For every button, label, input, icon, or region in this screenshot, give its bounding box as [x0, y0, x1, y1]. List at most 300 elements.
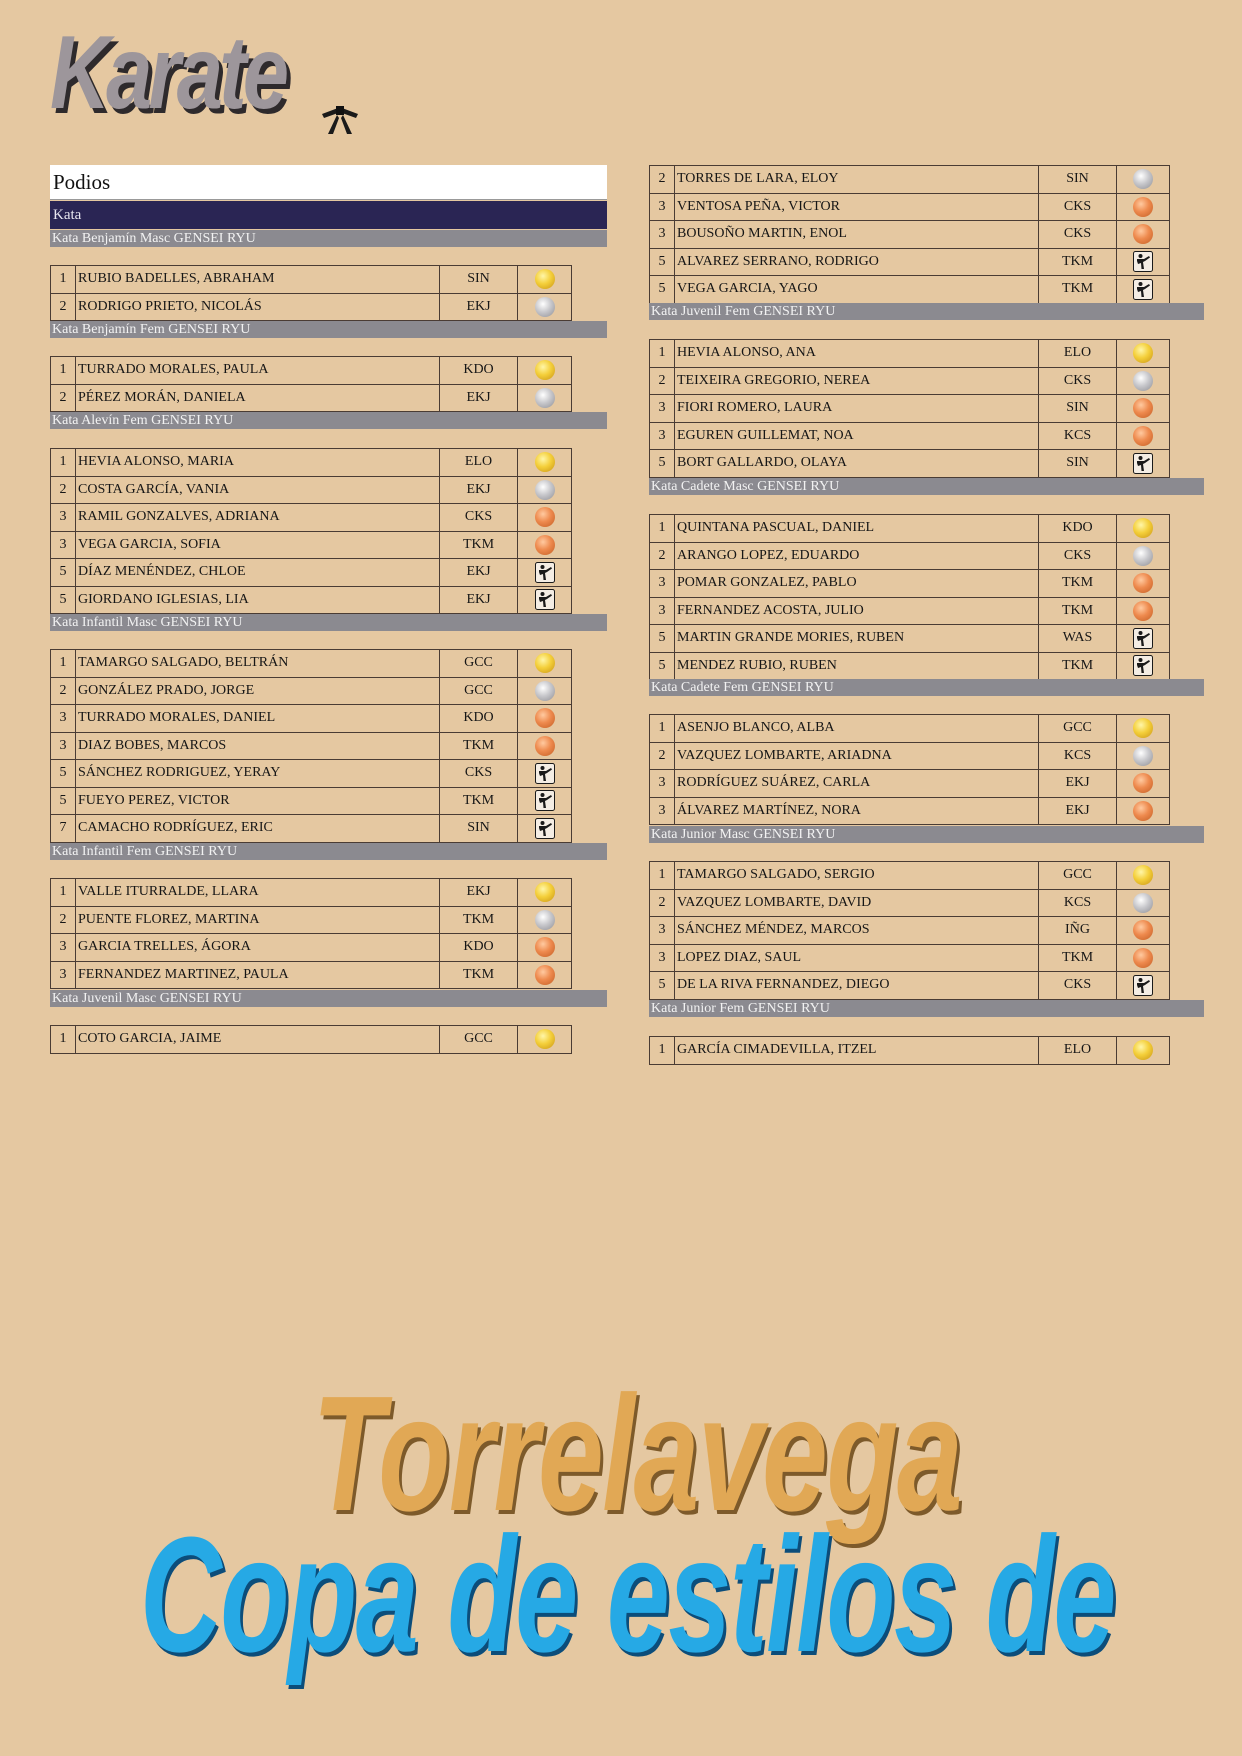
medal-cell — [518, 787, 572, 815]
club-cell: ELO — [1039, 340, 1117, 368]
table-row — [51, 476, 572, 504]
athlete-name-cell: POMAR GONZALEZ, PABLO — [675, 570, 1039, 598]
position-cell: 5 — [51, 760, 76, 788]
gold-medal-icon — [1133, 1040, 1153, 1060]
category-header: Kata Cadete Masc GENSEI RYU — [649, 478, 1204, 495]
athlete-name-cell: BOUSOÑO MARTIN, ENOL — [675, 221, 1039, 249]
athlete-name-cell: EGUREN GUILLEMAT, NOA — [675, 422, 1039, 450]
results-table — [50, 448, 572, 614]
athlete-name-cell: PÉREZ MORÁN, DANIELA — [76, 384, 440, 412]
position-cell: 1 — [650, 1037, 675, 1065]
medal-cell — [1117, 248, 1170, 276]
results-table — [50, 878, 572, 989]
bronze-medal-icon — [535, 708, 555, 728]
athlete-name-cell: MARTIN GRANDE MORIES, RUBEN — [675, 625, 1039, 653]
medal-cell — [518, 504, 572, 532]
athlete-name-cell: FERNANDEZ MARTINEZ, PAULA — [76, 961, 440, 989]
club-cell: SIN — [1039, 166, 1117, 194]
results-table — [50, 265, 572, 321]
club-cell: TKM — [440, 961, 518, 989]
position-cell: 1 — [51, 1026, 76, 1054]
gold-medal-icon — [535, 360, 555, 380]
position-cell: 1 — [51, 650, 76, 678]
bronze-medal-icon — [1133, 920, 1153, 940]
logo-text: Karate — [50, 15, 285, 131]
club-cell: SIN — [440, 815, 518, 843]
table-row — [51, 732, 572, 760]
medal-cell — [518, 357, 572, 385]
table-row — [650, 944, 1170, 972]
club-cell: KDO — [440, 934, 518, 962]
club-cell: GCC — [440, 677, 518, 705]
table-row — [650, 542, 1170, 570]
results-table — [50, 649, 572, 843]
medal-cell — [1117, 193, 1170, 221]
position-cell: 2 — [650, 367, 675, 395]
position-cell: 1 — [51, 449, 76, 477]
position-cell: 5 — [650, 972, 675, 1000]
position-cell: 3 — [650, 221, 675, 249]
medal-cell — [1117, 276, 1170, 304]
club-cell: TKM — [440, 906, 518, 934]
medal-cell — [1117, 742, 1170, 770]
medal-cell — [518, 384, 572, 412]
position-cell: 2 — [51, 906, 76, 934]
table-row — [650, 889, 1170, 917]
medal-cell — [1117, 797, 1170, 825]
table-row — [51, 384, 572, 412]
kata-section-heading: Kata — [50, 201, 607, 229]
silver-medal-icon — [1133, 893, 1153, 913]
club-cell: GCC — [1039, 862, 1117, 890]
table-row — [51, 906, 572, 934]
athlete-name-cell: PUENTE FLOREZ, MARTINA — [76, 906, 440, 934]
athlete-name-cell: RAMIL GONZALVES, ADRIANA — [76, 504, 440, 532]
club-cell: SIN — [440, 266, 518, 294]
athlete-name-cell: ÁLVAREZ MARTÍNEZ, NORA — [675, 797, 1039, 825]
position-cell: 1 — [51, 357, 76, 385]
table-row — [51, 1026, 572, 1054]
category-header: Kata Benjamín Masc GENSEI RYU — [50, 230, 607, 247]
category-header: Kata Junior Masc GENSEI RYU — [649, 826, 1204, 843]
results-table — [50, 356, 572, 412]
medal-cell — [1117, 889, 1170, 917]
kick-icon — [1133, 655, 1153, 676]
athlete-name-cell: LOPEZ DIAZ, SAUL — [675, 944, 1039, 972]
table-row — [650, 917, 1170, 945]
medal-cell — [518, 266, 572, 294]
category-header: Kata Junior Fem GENSEI RYU — [649, 1000, 1204, 1017]
table-row — [650, 422, 1170, 450]
position-cell: 3 — [650, 395, 675, 423]
results-table — [649, 339, 1170, 478]
table-row — [650, 248, 1170, 276]
athlete-name-cell: QUINTANA PASCUAL, DANIEL — [675, 515, 1039, 543]
table-row — [51, 961, 572, 989]
athlete-name-cell: GARCÍA CIMADEVILLA, ITZEL — [675, 1037, 1039, 1065]
club-cell: TKM — [1039, 276, 1117, 304]
position-cell: 1 — [650, 515, 675, 543]
club-cell: EKJ — [440, 384, 518, 412]
position-cell: 2 — [650, 742, 675, 770]
kick-icon — [535, 589, 555, 610]
medal-cell — [518, 476, 572, 504]
medal-cell — [518, 449, 572, 477]
table-row — [51, 449, 572, 477]
kick-icon — [1133, 279, 1153, 300]
table-row — [51, 266, 572, 294]
athlete-name-cell: ALVAREZ SERRANO, RODRIGO — [675, 248, 1039, 276]
position-cell: 1 — [51, 266, 76, 294]
table-row — [650, 862, 1170, 890]
athlete-name-cell: TORRES DE LARA, ELOY — [675, 166, 1039, 194]
table-row — [650, 625, 1170, 653]
results-table — [649, 1036, 1170, 1065]
club-cell: KDO — [1039, 515, 1117, 543]
kick-icon — [1133, 628, 1153, 649]
silver-medal-icon — [1133, 546, 1153, 566]
kick-icon — [535, 562, 555, 583]
medal-cell — [1117, 422, 1170, 450]
position-cell: 5 — [51, 787, 76, 815]
category-header: Kata Infantil Fem GENSEI RYU — [50, 843, 607, 860]
medal-cell — [1117, 862, 1170, 890]
position-cell: 3 — [51, 961, 76, 989]
club-cell: WAS — [1039, 625, 1117, 653]
position-cell: 1 — [650, 340, 675, 368]
position-cell: 5 — [650, 625, 675, 653]
position-cell: 3 — [51, 504, 76, 532]
position-cell: 3 — [650, 797, 675, 825]
kick-icon — [1133, 251, 1153, 272]
club-cell: CKS — [440, 504, 518, 532]
position-cell: 2 — [650, 166, 675, 194]
position-cell: 3 — [650, 917, 675, 945]
gold-medal-icon — [535, 1029, 555, 1049]
club-cell: IÑG — [1039, 917, 1117, 945]
table-row — [51, 879, 572, 907]
position-cell: 3 — [650, 193, 675, 221]
table-row — [51, 504, 572, 532]
gold-medal-icon — [1133, 865, 1153, 885]
medal-cell — [518, 650, 572, 678]
athlete-name-cell: ASENJO BLANCO, ALBA — [675, 715, 1039, 743]
club-cell: TKM — [1039, 570, 1117, 598]
athlete-name-cell: COSTA GARCÍA, VANIA — [76, 476, 440, 504]
club-cell: GCC — [1039, 715, 1117, 743]
club-cell: EKJ — [1039, 797, 1117, 825]
medal-cell — [518, 531, 572, 559]
silver-medal-icon — [535, 297, 555, 317]
position-cell: 3 — [650, 597, 675, 625]
category-header: Kata Cadete Fem GENSEI RYU — [649, 679, 1204, 696]
position-cell: 5 — [650, 450, 675, 478]
athlete-name-cell: DE LA RIVA FERNANDEZ, DIEGO — [675, 972, 1039, 1000]
medal-cell — [518, 961, 572, 989]
position-cell: 5 — [650, 652, 675, 680]
club-cell: TKM — [440, 787, 518, 815]
category-header: Kata Alevín Fem GENSEI RYU — [50, 412, 607, 429]
medal-cell — [518, 677, 572, 705]
results-table — [50, 1025, 572, 1054]
athlete-name-cell: ARANGO LOPEZ, EDUARDO — [675, 542, 1039, 570]
athlete-name-cell: COTO GARCIA, JAIME — [76, 1026, 440, 1054]
table-row — [650, 797, 1170, 825]
silver-medal-icon — [1133, 371, 1153, 391]
position-cell: 1 — [51, 879, 76, 907]
position-cell: 2 — [650, 889, 675, 917]
gold-medal-icon — [1133, 518, 1153, 538]
medal-cell — [1117, 166, 1170, 194]
bronze-medal-icon — [535, 965, 555, 985]
athlete-name-cell: TURRADO MORALES, PAULA — [76, 357, 440, 385]
karate-logo — [50, 15, 410, 131]
bronze-medal-icon — [1133, 426, 1153, 446]
position-cell: 2 — [51, 293, 76, 321]
medal-cell — [518, 815, 572, 843]
medal-cell — [518, 705, 572, 733]
athlete-name-cell: VAZQUEZ LOMBARTE, ARIADNA — [675, 742, 1039, 770]
table-row — [51, 677, 572, 705]
table-row — [51, 705, 572, 733]
bronze-medal-icon — [1133, 398, 1153, 418]
athlete-name-cell: VAZQUEZ LOMBARTE, DAVID — [675, 889, 1039, 917]
table-row — [650, 166, 1170, 194]
category-header: Kata Juvenil Fem GENSEI RYU — [649, 303, 1204, 320]
athlete-name-cell: VENTOSA PEÑA, VICTOR — [675, 193, 1039, 221]
table-row — [650, 276, 1170, 304]
position-cell: 5 — [650, 248, 675, 276]
position-cell: 3 — [650, 770, 675, 798]
gold-medal-icon — [535, 653, 555, 673]
bronze-medal-icon — [535, 937, 555, 957]
silver-medal-icon — [535, 388, 555, 408]
position-cell: 3 — [51, 705, 76, 733]
club-cell: KCS — [1039, 889, 1117, 917]
table-row — [650, 972, 1170, 1000]
table-row — [650, 652, 1170, 680]
bronze-medal-icon — [1133, 773, 1153, 793]
table-row — [51, 650, 572, 678]
table-row — [650, 770, 1170, 798]
kick-icon — [535, 818, 555, 839]
athlete-name-cell: TAMARGO SALGADO, SERGIO — [675, 862, 1039, 890]
club-cell: EKJ — [1039, 770, 1117, 798]
silver-medal-icon — [1133, 746, 1153, 766]
athlete-name-cell: SÁNCHEZ MÉNDEZ, MARCOS — [675, 917, 1039, 945]
club-cell: EKJ — [440, 476, 518, 504]
bronze-medal-icon — [1133, 197, 1153, 217]
medal-cell — [1117, 770, 1170, 798]
silver-medal-icon — [535, 910, 555, 930]
medal-cell — [518, 732, 572, 760]
medal-cell — [1117, 597, 1170, 625]
bronze-medal-icon — [1133, 224, 1153, 244]
table-row — [650, 742, 1170, 770]
medal-cell — [1117, 652, 1170, 680]
club-cell: CKS — [440, 760, 518, 788]
position-cell: 2 — [51, 384, 76, 412]
club-cell: TKM — [1039, 944, 1117, 972]
table-row — [650, 221, 1170, 249]
medal-cell — [1117, 715, 1170, 743]
club-cell: CKS — [1039, 542, 1117, 570]
gold-medal-icon — [1133, 343, 1153, 363]
athlete-name-cell: TURRADO MORALES, DANIEL — [76, 705, 440, 733]
athlete-name-cell: TEIXEIRA GREGORIO, NEREA — [675, 367, 1039, 395]
athlete-name-cell: FERNANDEZ ACOSTA, JULIO — [675, 597, 1039, 625]
club-cell: GCC — [440, 650, 518, 678]
athlete-name-cell: DIAZ BOBES, MARCOS — [76, 732, 440, 760]
position-cell: 1 — [650, 715, 675, 743]
table-row — [51, 357, 572, 385]
athlete-name-cell: GIORDANO IGLESIAS, LIA — [76, 586, 440, 614]
athlete-name-cell: VALLE ITURRALDE, LLARA — [76, 879, 440, 907]
club-cell: ELO — [440, 449, 518, 477]
club-cell: GCC — [440, 1026, 518, 1054]
club-cell: TKM — [1039, 248, 1117, 276]
position-cell: 2 — [51, 476, 76, 504]
position-cell: 7 — [51, 815, 76, 843]
position-cell: 3 — [650, 570, 675, 598]
athlete-name-cell: MENDEZ RUBIO, RUBEN — [675, 652, 1039, 680]
athlete-name-cell: GONZÁLEZ PRADO, JORGE — [76, 677, 440, 705]
club-cell: EKJ — [440, 586, 518, 614]
kick-icon — [1133, 453, 1153, 474]
black-belt-icon — [318, 96, 362, 136]
table-row — [650, 340, 1170, 368]
table-row — [51, 586, 572, 614]
position-cell: 1 — [650, 862, 675, 890]
position-cell: 3 — [51, 732, 76, 760]
gold-medal-icon — [535, 452, 555, 472]
athlete-name-cell: HEVIA ALONSO, ANA — [675, 340, 1039, 368]
club-cell: TKM — [1039, 597, 1117, 625]
athlete-name-cell: FUEYO PEREZ, VICTOR — [76, 787, 440, 815]
table-row — [650, 570, 1170, 598]
table-row — [51, 787, 572, 815]
athlete-name-cell: FIORI ROMERO, LAURA — [675, 395, 1039, 423]
table-row — [51, 531, 572, 559]
position-cell: 5 — [51, 586, 76, 614]
gold-medal-icon — [535, 269, 555, 289]
club-cell: CKS — [1039, 367, 1117, 395]
medal-cell — [1117, 450, 1170, 478]
bronze-medal-icon — [1133, 801, 1153, 821]
table-row — [650, 715, 1170, 743]
athlete-name-cell: HEVIA ALONSO, MARIA — [76, 449, 440, 477]
table-row — [650, 193, 1170, 221]
kick-icon — [535, 790, 555, 811]
bronze-medal-icon — [1133, 601, 1153, 621]
medal-cell — [1117, 221, 1170, 249]
table-row — [51, 559, 572, 587]
position-cell: 3 — [650, 422, 675, 450]
athlete-name-cell: GARCIA TRELLES, ÁGORA — [76, 934, 440, 962]
position-cell: 3 — [650, 944, 675, 972]
club-cell: EKJ — [440, 559, 518, 587]
table-row — [650, 450, 1170, 478]
bronze-medal-icon — [535, 507, 555, 527]
medal-cell — [518, 934, 572, 962]
medal-cell — [1117, 515, 1170, 543]
position-cell: 5 — [51, 559, 76, 587]
athlete-name-cell: RODRÍGUEZ SUÁREZ, CARLA — [675, 770, 1039, 798]
medal-cell — [1117, 917, 1170, 945]
club-cell: TKM — [1039, 652, 1117, 680]
athlete-name-cell: VEGA GARCIA, YAGO — [675, 276, 1039, 304]
athlete-name-cell: RODRIGO PRIETO, NICOLÁS — [76, 293, 440, 321]
medal-cell — [518, 1026, 572, 1054]
athlete-name-cell: SÁNCHEZ RODRIGUEZ, YERAY — [76, 760, 440, 788]
position-cell: 2 — [51, 677, 76, 705]
position-cell: 3 — [51, 934, 76, 962]
medal-cell — [1117, 542, 1170, 570]
table-row — [650, 1037, 1170, 1065]
position-cell: 2 — [650, 542, 675, 570]
club-cell: ELO — [1039, 1037, 1117, 1065]
athlete-name-cell: TAMARGO SALGADO, BELTRÁN — [76, 650, 440, 678]
club-cell: TKM — [440, 531, 518, 559]
silver-medal-icon — [1133, 169, 1153, 189]
table-row — [51, 815, 572, 843]
results-table — [649, 514, 1170, 680]
medal-cell — [1117, 367, 1170, 395]
club-cell: CKS — [1039, 221, 1117, 249]
bronze-medal-icon — [1133, 948, 1153, 968]
kick-icon — [1133, 975, 1153, 996]
athlete-name-cell: VEGA GARCIA, SOFIA — [76, 531, 440, 559]
silver-medal-icon — [535, 681, 555, 701]
medal-cell — [1117, 395, 1170, 423]
gold-medal-icon — [535, 882, 555, 902]
medal-cell — [1117, 340, 1170, 368]
athlete-name-cell: BORT GALLARDO, OLAYA — [675, 450, 1039, 478]
club-cell: KCS — [1039, 742, 1117, 770]
title-copa-de-estilos: Copa de estilos de — [140, 1503, 1115, 1686]
medal-cell — [518, 906, 572, 934]
position-cell: 5 — [650, 276, 675, 304]
table-row — [650, 395, 1170, 423]
athlete-name-cell: CAMACHO RODRÍGUEZ, ERIC — [76, 815, 440, 843]
medal-cell — [1117, 972, 1170, 1000]
table-row — [51, 934, 572, 962]
medal-cell — [518, 760, 572, 788]
club-cell: KDO — [440, 705, 518, 733]
club-cell: CKS — [1039, 972, 1117, 1000]
results-table — [649, 861, 1170, 1000]
category-header: Kata Infantil Masc GENSEI RYU — [50, 614, 607, 631]
podios-heading: Podios — [50, 165, 607, 200]
club-cell: TKM — [440, 732, 518, 760]
medal-cell — [1117, 570, 1170, 598]
gold-medal-icon — [1133, 718, 1153, 738]
club-cell: SIN — [1039, 450, 1117, 478]
medal-cell — [518, 586, 572, 614]
club-cell: CKS — [1039, 193, 1117, 221]
bronze-medal-icon — [535, 736, 555, 756]
table-row — [51, 760, 572, 788]
table-row — [650, 597, 1170, 625]
position-cell: 3 — [51, 531, 76, 559]
athlete-name-cell: RUBIO BADELLES, ABRAHAM — [76, 266, 440, 294]
medal-cell — [1117, 625, 1170, 653]
club-cell: EKJ — [440, 879, 518, 907]
club-cell: EKJ — [440, 293, 518, 321]
table-row — [650, 367, 1170, 395]
bronze-medal-icon — [535, 535, 555, 555]
medal-cell — [1117, 944, 1170, 972]
